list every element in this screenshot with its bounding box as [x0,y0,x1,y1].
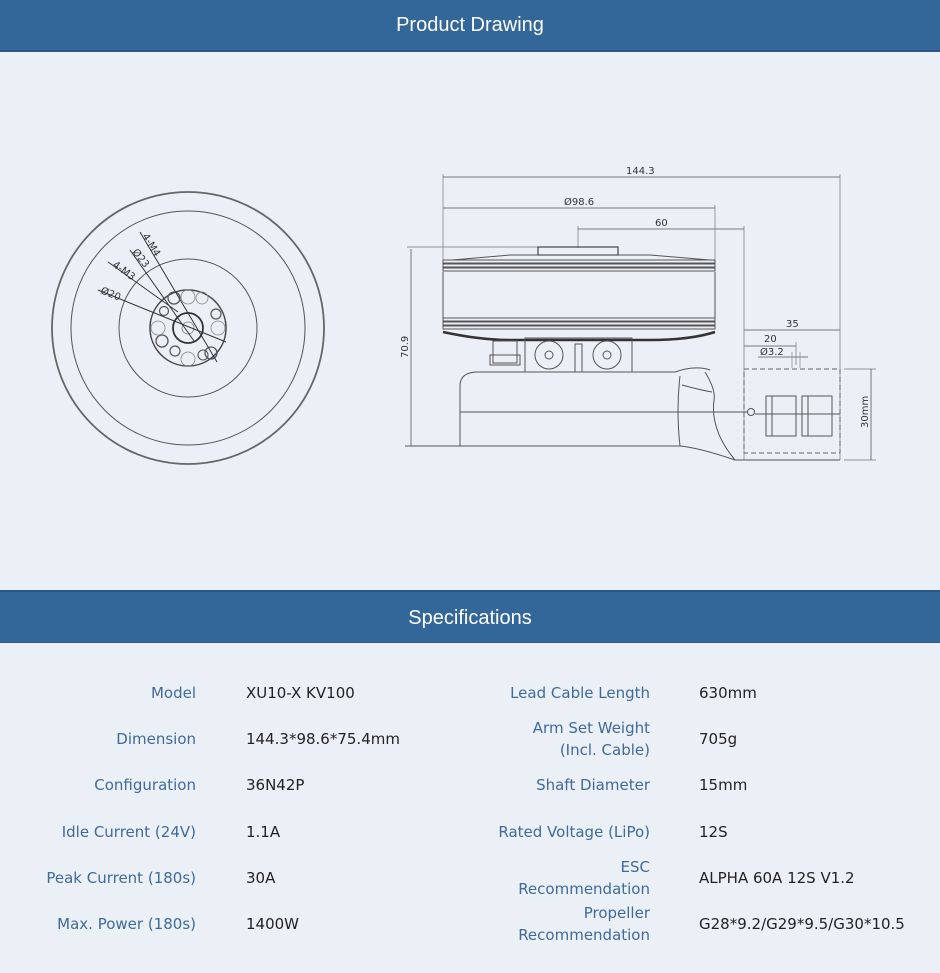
spec-value: 1.1A [246,823,281,841]
spec-label: Arm Set Weight (Incl. Cable) [532,719,650,759]
spec-value: ALPHA 60A 12S V1.2 [699,869,855,887]
svg-text:70.9: 70.9 [400,335,411,358]
product-drawing-title: Product Drawing [396,14,544,36]
svg-text:Ø20: Ø20 [98,285,123,304]
spec-label: Max. Power (180s) [57,915,196,933]
svg-text:30mm: 30mm [860,395,871,428]
spec-value: XU10-X KV100 [246,684,355,702]
spec-value: 12S [699,823,728,841]
spec-value: 630mm [699,684,757,702]
side-view-dimension-labels [400,166,871,428]
spec-value: 15mm [699,776,748,794]
spec-label: ESC Recommendation [518,858,650,898]
svg-text:4-M4: 4-M4 [139,231,163,259]
spec-value: 1400W [246,915,300,933]
spec-value: 30A [246,869,276,887]
svg-text:20: 20 [764,334,777,345]
spec-label: Peak Current (180s) [46,869,196,887]
spec-label: Propeller Recommendation [518,904,650,944]
product-drawing [0,52,940,590]
svg-text:144.3: 144.3 [626,166,655,177]
spec-label: Shaft Diameter [536,776,650,794]
svg-text:Ø98.6: Ø98.6 [564,197,595,208]
spec-value: 705g [699,730,738,748]
svg-text:Ø3.2: Ø3.2 [760,347,784,358]
side-view [405,174,876,460]
product-drawing-header [0,0,940,52]
spec-label: Dimension [116,730,196,748]
spec-label: Model [150,684,196,702]
specifications-title: Specifications [408,607,532,629]
svg-text:35: 35 [786,319,799,330]
spec-label: Rated Voltage (LiPo) [498,823,650,841]
svg-text:60: 60 [655,218,668,229]
specifications-header [0,590,940,643]
svg-text:4-M3: 4-M3 [110,259,137,284]
spec-value: 144.3*98.6*75.4mm [246,730,400,748]
spec-label: Configuration [94,776,196,794]
spec-value: G28*9.2/G29*9.5/G30*10.5 [699,915,905,933]
spec-label: Idle Current (24V) [61,823,196,841]
svg-text:Ø23: Ø23 [129,247,151,271]
spec-value: 36N42P [246,776,305,794]
front-view [52,192,324,464]
spec-label: Lead Cable Length [510,684,650,702]
technical-drawing [0,52,940,590]
